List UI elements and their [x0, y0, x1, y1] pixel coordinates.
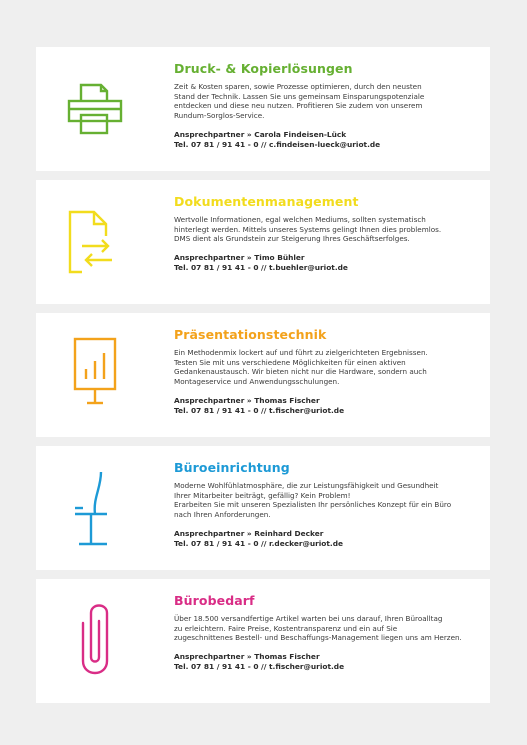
contact-phone-email[interactable]: Tel. 07 81 / 91 41 - 0 // t.fischer@uriot.de [174, 405, 345, 415]
service-card-presentation [36, 313, 490, 437]
contact-name: Thomas Fischer [254, 395, 320, 405]
service-card-print [36, 47, 490, 171]
contact-phone-email[interactable]: Tel. 07 81 / 91 41 - 0 // c.findeisen-lueck@uriot.de [174, 139, 381, 149]
section-title: Bürobedarf [174, 593, 255, 608]
contact-phone-email[interactable]: Tel. 07 81 / 91 41 - 0 // r.decker@uriot.de [174, 538, 344, 548]
section-description: Moderne Wohlfühlatmosphäre, die zur Leistungsfähigkeit und Gesundheit Ihrer Mitarbeiter beiträgt, gefällig? Kein Problem! Erarbeiten Sie mit unseren Spezialisten Ihr persönliches Konzept für ein Büro nach Ihren Anforderungen. [174, 481, 452, 520]
contact-label: Ansprechpartner » [174, 395, 255, 405]
paperclip-icon [64, 601, 126, 681]
contact-name: Timo Bühler [254, 253, 305, 263]
service-card-dms [36, 180, 490, 304]
contact-label: Ansprechpartner » [174, 129, 255, 139]
section-description: Zeit & Kosten sparen, sowie Prozesse optimieren, durch den neusten Stand der Technik. Lassen Sie uns gemeinsam Einsparungspotenziale entdecken und diese neu nutzen. Profitieren Sie zudem von unserem Rundum-Sorglos-Service. [174, 82, 425, 121]
contact-phone-email[interactable]: Tel. 07 81 / 91 41 - 0 // t.fischer@uriot.de [174, 661, 345, 671]
section-description: Ein Methodenmix lockert auf und führt zu zielgerichteten Ergebnissen. Testen Sie mit uns verschiedene Möglichkeiten für einen aktiven Gedankenaustausch. Wir bieten nicht nur die Hardware, sondern auch Montageservice und Anwendungsschulungen. [174, 348, 428, 387]
contact-name: Reinhard Decker [254, 528, 324, 538]
section-title: Dokumentenmanagement [174, 194, 359, 209]
presentation-board-icon [64, 333, 126, 413]
section-description: Wertvolle Informationen, egal welchen Mediums, sollten systematisch hinterlegt werden. Mittels unseres Systems gelingt Ihnen dies problemlos. DMS dient als Grundstein zur Steigerung Ihres Geschäftserfolges. [174, 215, 442, 244]
contact-block [174, 253, 476, 272]
contact-block [174, 130, 476, 149]
service-card-furniture [36, 446, 490, 570]
section-title: Druck- & Kopierlösungen [174, 61, 353, 76]
printer-icon [64, 69, 126, 149]
contact-name: Carola Findeisen-Lück [254, 129, 347, 139]
section-title: Büroeinrichtung [174, 460, 290, 475]
section-title: Präsentationstechnik [174, 327, 327, 342]
service-card-supplies [36, 579, 490, 703]
contact-name: Thomas Fischer [254, 652, 320, 662]
section-description: Über 18.500 versandfertige Artikel warten bei uns darauf, Ihren Büroalltag zu erleichtern. Faire Preise, Kostentransparenz und ein auf Sie zugeschnittenes Bestell- und Beschaffungs-Management liegen uns am Herzen. [174, 614, 462, 643]
document-exchange-icon [64, 202, 126, 282]
contact-phone-email[interactable]: Tel. 07 81 / 91 41 - 0 // t.buehler@uriot.de [174, 262, 348, 272]
contact-label: Ansprechpartner » [174, 528, 255, 538]
contact-label: Ansprechpartner » [174, 253, 255, 263]
contact-block [174, 652, 476, 671]
contact-block [174, 396, 476, 415]
contact-label: Ansprechpartner » [174, 652, 255, 662]
contact-block [174, 529, 476, 548]
office-chair-icon [64, 468, 126, 548]
